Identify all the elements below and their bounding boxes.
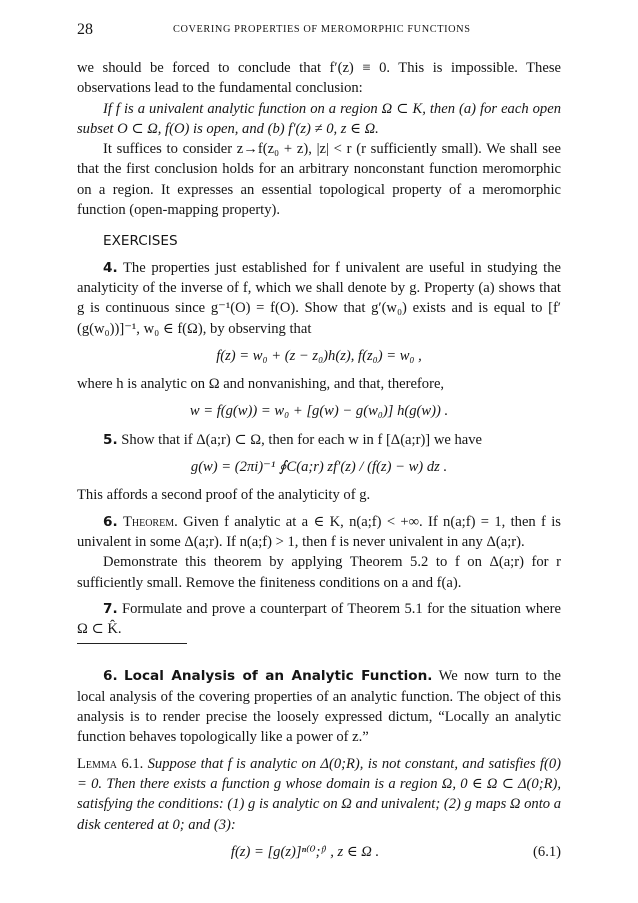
section-6-title: Local Analysis of an Analytic Function. xyxy=(124,668,433,685)
exercise-5-after: This affords a second proof of the analyticity of g. xyxy=(77,487,371,504)
paragraph-conclusion-lead: we should be forced to conclude that f′(z) ≡ 0. This is impossible. These observations lead to the fundamental conclusion: xyxy=(77,60,561,97)
exercise-6-number: 6. xyxy=(103,513,118,530)
paragraph-open-mapping: It suffices to consider z→f(z₀ + z), |z| < r (r sufficiently small). We shall see that the first conclusion holds for an arbitrary nonconstant function meromorphic on a region. It expresses an essential topological property of a meromorphic function (open-mapping property). xyxy=(77,141,561,219)
exercise-7-text: Formulate and prove a counterpart of Theorem 5.1 for the situation where Ω ⊂ K̂. xyxy=(77,600,561,638)
exercise-6-label: Theorem. xyxy=(122,513,178,530)
exercise-7-number: 7. xyxy=(103,600,118,617)
exercise-5 xyxy=(77,430,561,450)
exercise-5-equation: g(w) = (2πi)⁻¹ ∮C(a;r) zf′(z) / (f(z) − w) dz . xyxy=(190,459,448,476)
exercise-5-number: 5. xyxy=(103,431,118,448)
paragraph-univalent-statement: If f is a univalent analytic function on a region Ω ⊂ K, then (a) for each open subset O ⊂ Ω, f(O) is open, and (b) f′(z) ≠ 0, z ∈ Ω. xyxy=(77,100,561,137)
lemma-label: Lemma 6.1. xyxy=(77,755,144,772)
exercise-4-equation-2: w = f(g(w)) = w₀ + [g(w) − g(w₀)] h(g(w)) . xyxy=(189,403,449,420)
exercise-6-demonstration: Demonstrate this theorem by applying Theorem 5.2 to f on Δ(a;r) for r sufficiently small. Remove the finiteness conditions on a and f(a). xyxy=(77,554,561,591)
exercise-4-text: The properties just established for f univalent are useful in studying the analyticity of the inverse of f, which we shall denote by g. Property (a) shows that g is continuous since g⁻¹(O) = f(O). Show that g′(w₀) exists and is equal to [f′(g(w₀))]⁻¹, w₀ ∈ f(Ω), by observing that xyxy=(77,259,561,337)
lemma-equation xyxy=(77,842,561,862)
exercises-heading: EXERCISES xyxy=(103,233,178,250)
exercise-6 xyxy=(77,512,561,553)
exercise-4-equation-1: f(z) = w₀ + (z − z₀)h(z), f(z₀) = w₀ , xyxy=(216,347,422,364)
section-6-text: We now turn to the local analysis of the covering properties of an analytic function. The object of this analysis is to render precise the loosely expressed dictum, “Locally an analytic function behaves topologically like a power of z.” xyxy=(77,668,561,746)
exercise-7 xyxy=(77,599,561,640)
lemma-6-1 xyxy=(77,754,561,835)
exercise-4 xyxy=(77,258,561,339)
page-header xyxy=(77,21,561,41)
lemma-equation-number: (6.1) xyxy=(533,843,561,860)
exercise-4-middle-text: where h is analytic on Ω and nonvanishing, and that, therefore, xyxy=(77,376,445,393)
section-6-number: 6. xyxy=(103,668,118,685)
lemma-text: Suppose that f is analytic on Δ(0;R), is not constant, and satisfies f(0) = 0. Then there exists a function g whose domain is a region Ω, 0 ∈ Ω ⊂ Δ(0;R), satisfying the conditions: (1) g is analytic on Ω and univalent; (2) g maps Ω onto a disk centered at 0; and (3): xyxy=(77,755,561,833)
exercise-5-text: Show that if Δ(a;r) ⊂ Ω, then for each w in f [Δ(a;r)] we have xyxy=(121,431,483,448)
body-text xyxy=(77,58,561,870)
section-6-intro xyxy=(77,666,561,747)
lemma-equation-body: f(z) = [g(z)]ⁿ⁽⁰;ᶠ⁾ , z ∈ Ω . xyxy=(230,843,380,860)
exercise-4-number: 4. xyxy=(103,259,118,276)
page-number: 28 xyxy=(77,21,93,38)
exercise-6-text: Given f analytic at a ∈ K, n(a;f) < +∞. If n(a;f) = 1, then f is univalent in some Δ(a;r). If n(a;f) > 1, then f is never univalent in any Δ(a;r). xyxy=(77,513,561,550)
running-title: COVERING PROPERTIES OF MEROMORPHIC FUNCTIONS xyxy=(173,24,471,35)
